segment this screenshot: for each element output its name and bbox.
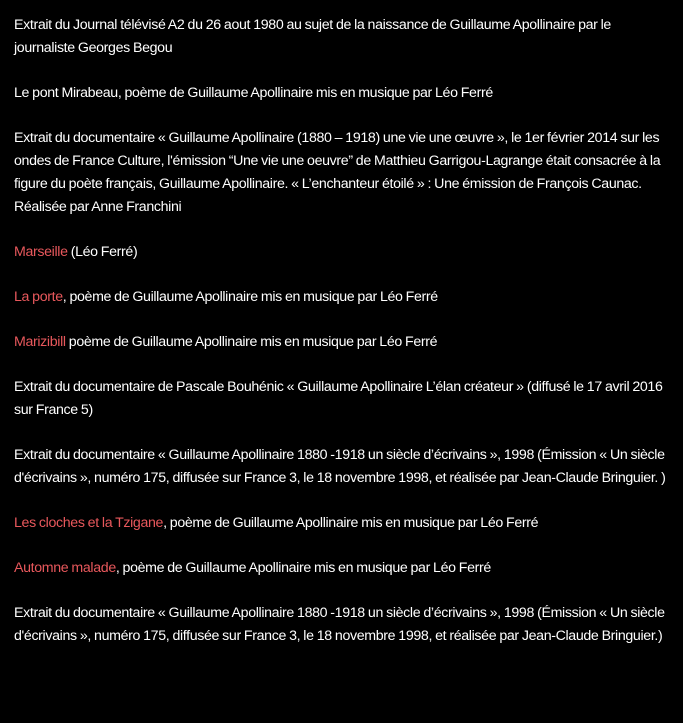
item-text: poème de Guillaume Apollinaire mis en musique par Léo Ferré — [65, 334, 438, 350]
item-siecle-ecrivains-1 — [14, 444, 673, 490]
item-cloches-tzigane — [14, 512, 673, 535]
item-text: Extrait du documentaire « Guillaume Apollinaire (1880 – 1918) une vie une œuvre », le 1er février 2014 sur les ondes de France Culture, l'émission “Une vie une oeuvre” de Matthieu Garrigou-Lagrange était consacrée à la figure du poète français, Guillaume Apollinaire. « L’enchanteur étoilé » : Une émission de François Caunac. Réalisée par Anne Franchini — [14, 130, 661, 215]
link-marizibill[interactable]: Marizibill — [14, 334, 66, 350]
item-text: , poème de Guillaume Apollinaire mis en musique par Léo Ferré — [163, 515, 539, 531]
item-text: Extrait du documentaire « Guillaume Apollinaire 1880 -1918 un siècle d’écrivains », 1998 (Émission « Un siècle d'écrivains », numéro 175, diffusée sur France 3, le 18 novembre 1998, et réalisée par Jean-Claude Bringuier. ) — [14, 447, 666, 486]
link-la-porte[interactable]: La porte — [14, 289, 63, 305]
item-la-porte — [14, 286, 673, 309]
item-marseille — [14, 241, 673, 264]
item-pont-mirabeau — [14, 82, 673, 105]
item-siecle-ecrivains-2 — [14, 602, 673, 648]
item-text: Extrait du Journal télévisé A2 du 26 aout 1980 au sujet de la naissance de Guillaume Apollinaire par le journaliste Georges Begou — [14, 17, 611, 56]
item-france-culture — [14, 127, 673, 219]
item-text: , poème de Guillaume Apollinaire mis en musique par Léo Ferré — [62, 289, 438, 305]
item-text: Extrait du documentaire « Guillaume Apollinaire 1880 -1918 un siècle d’écrivains », 1998 (Émission « Un siècle d'écrivains », numéro 175, diffusée sur France 3, le 18 novembre 1998, et réalisée par Jean-Claude Bringuier.) — [14, 605, 665, 644]
item-text: Extrait du documentaire de Pascale Bouhénic « Guillaume Apollinaire L’élan créateur » (diffusé le 17 avril 2016 sur France 5) — [14, 379, 663, 418]
item-text: Le pont Mirabeau, poème de Guillaume Apollinaire mis en musique par Léo Ferré — [14, 85, 493, 101]
item-elan-createur — [14, 376, 673, 422]
item-text: (Léo Ferré) — [67, 244, 138, 260]
link-cloches-tzigane[interactable]: Les cloches et la Tzigane — [14, 515, 164, 531]
item-text: , poème de Guillaume Apollinaire mis en musique par Léo Ferré — [115, 560, 491, 576]
item-marizibill — [14, 331, 673, 354]
link-automne-malade[interactable]: Automne malade — [14, 560, 116, 576]
item-automne-malade — [14, 557, 673, 580]
link-marseille[interactable]: Marseille — [14, 244, 68, 260]
item-journal-a2 — [14, 14, 673, 60]
